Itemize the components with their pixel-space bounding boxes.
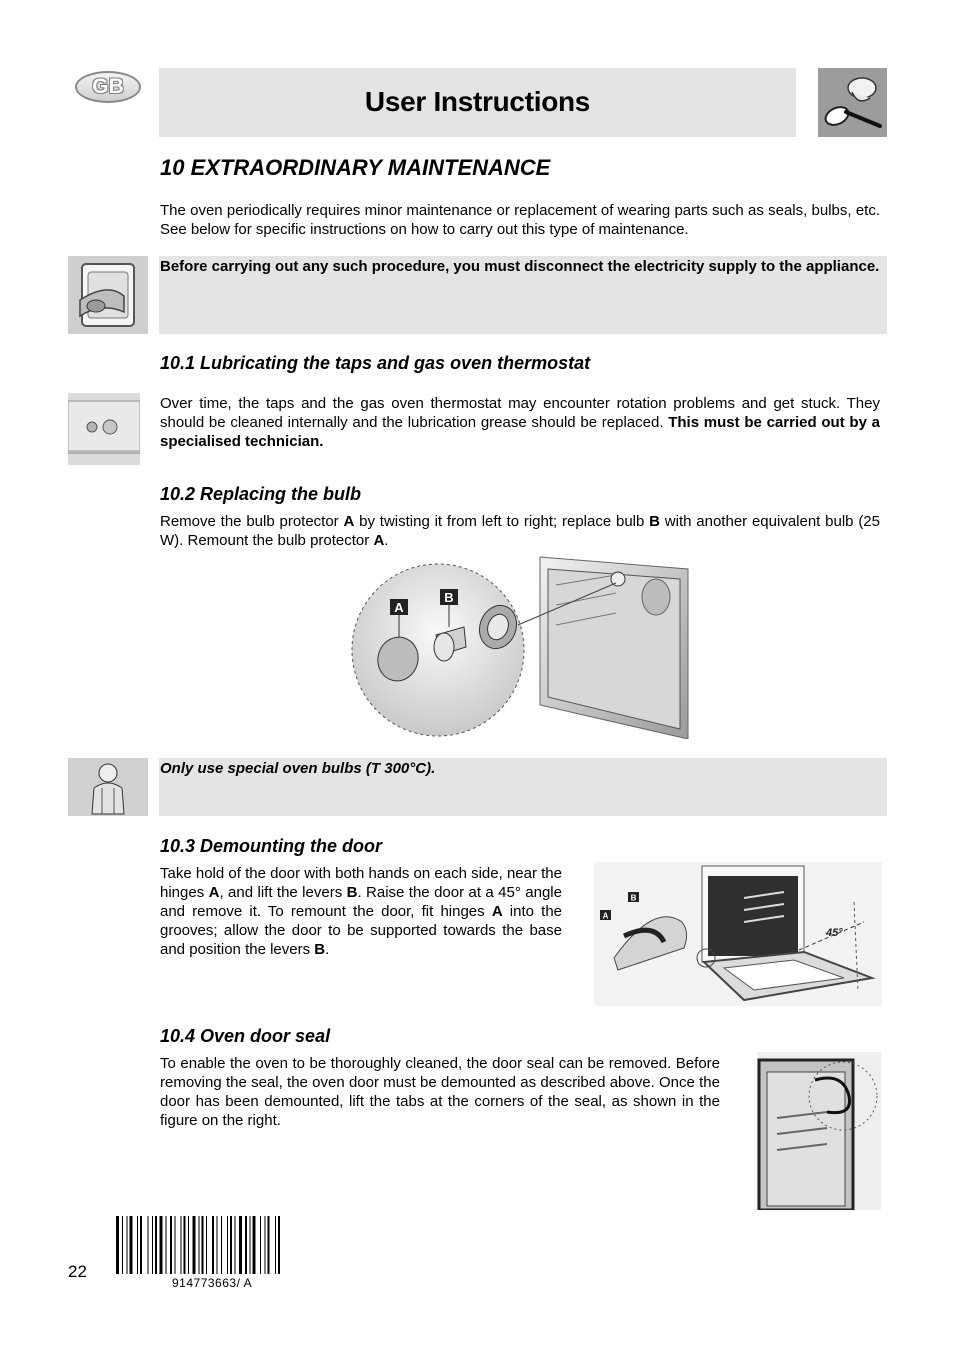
barcode-text: 914773663/ A	[172, 1276, 253, 1290]
label-a: A	[208, 884, 220, 901]
door-text-4: into the grooves; allow the door to be supported towards the base and position the levers	[160, 903, 563, 958]
taps-control-panel-icon	[68, 393, 140, 465]
subsection-title-10-2: 10.2 Replacing the bulb	[160, 484, 362, 504]
door-text-1: Take hold of the door with both hands on each side, near the hinges	[160, 865, 562, 901]
door-seal-illustration	[757, 1052, 881, 1210]
section-title: 10 EXTRAORDINARY MAINTENANCE	[160, 155, 551, 180]
door-demounting-illustration	[594, 862, 882, 1006]
barcode-icon	[116, 1216, 322, 1274]
door-text-5: .	[325, 941, 330, 958]
lubricating-technician-text: This must be carried out by a specialised technician.	[160, 414, 880, 450]
page-number: 22	[68, 1262, 87, 1281]
label-b: B	[314, 941, 326, 958]
label-b: B	[649, 513, 660, 530]
bulb-paragraph	[160, 512, 880, 550]
bulb-text-4: .	[384, 532, 389, 549]
label-a: A	[491, 903, 503, 920]
bulb-text-1: Remove the bulb protector	[160, 513, 344, 530]
lubricating-text: Over time, the taps and the gas oven thermostat may encounter rotation problems and get stuck. They should be cleaned internally and the lubrication grease should be replaced.	[160, 395, 880, 431]
svg-text:A: A	[394, 600, 404, 615]
subsection-title-10-4: 10.4 Oven door seal	[160, 1026, 331, 1046]
door-text-2: , and lift the levers	[219, 884, 347, 901]
svg-text:B: B	[630, 893, 637, 903]
label-b: B	[346, 884, 358, 901]
lubricating-paragraph	[160, 394, 880, 451]
label-a: A	[343, 513, 355, 530]
electric-socket-icon	[68, 256, 148, 334]
technician-icon	[68, 758, 148, 816]
subsection-title-10-3: 10.3 Demounting the door	[160, 836, 383, 856]
bulb-note: Only use special oven bulbs (T 300°C).	[160, 760, 436, 777]
bulb-replacement-illustration	[348, 555, 690, 739]
label-a: A	[373, 532, 385, 549]
bulb-text-3: with another equivalent bulb (25 W). Remount the bulb protector	[160, 513, 880, 549]
door-text-3: . Raise the door at a 45° angle and remove it. To remount the door, fit hinges	[160, 884, 562, 920]
subsection-title-10-1: 10.1 Lubricating the taps and gas oven thermostat	[160, 353, 591, 373]
door-paragraph	[160, 864, 562, 959]
country-badge: GB	[75, 71, 141, 103]
chef-spoon-logo-icon	[818, 68, 887, 137]
seal-paragraph: To enable the oven to be thoroughly cleaned, the door seal can be removed. Before removing the seal, the oven door must be demounted as described above. Once the door has been demounted, lift the tabs at the corners of the seal, as shown in the figure on the right.	[160, 1055, 720, 1129]
warning-text: Before carrying out any such procedure, you must disconnect the electricity supply to the appliance.	[160, 258, 880, 275]
intro-paragraph: The oven periodically requires minor maintenance or replacement of wearing parts such as seals, bulbs, etc. See below for specific instructions on how to carry out this type of maintenance.	[160, 202, 880, 238]
bulb-text-2: by twisting it from left to right; replace bulb	[354, 513, 650, 530]
svg-text:A: A	[602, 911, 609, 921]
page-title: User Instructions	[364, 86, 591, 117]
svg-text:B: B	[444, 590, 454, 605]
angle-label: 45°	[826, 927, 843, 939]
